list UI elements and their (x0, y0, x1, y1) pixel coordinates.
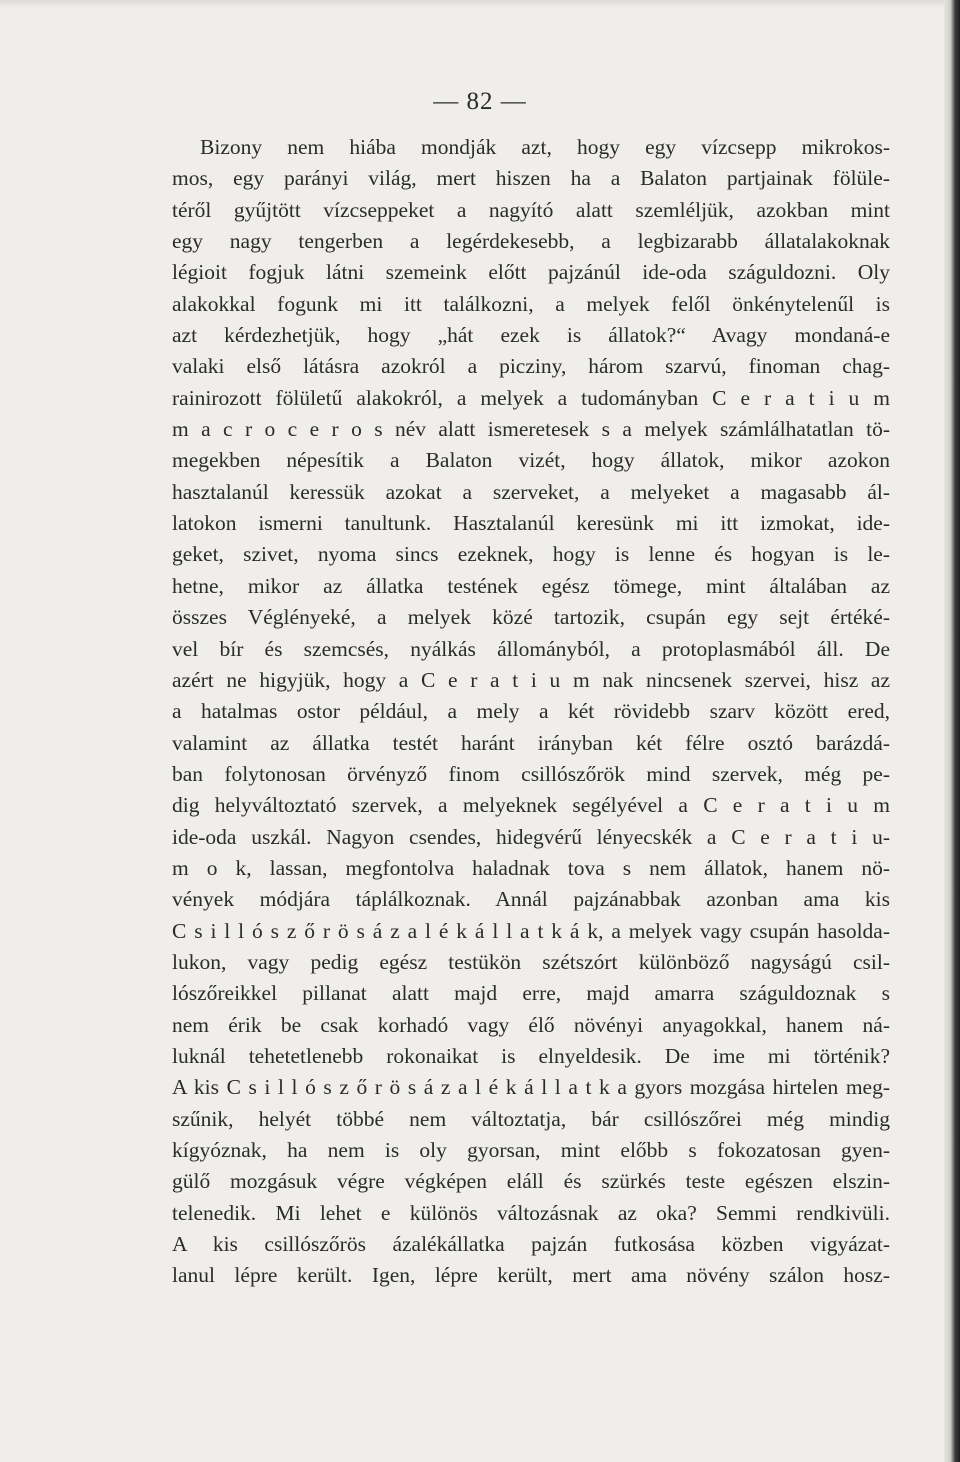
text-line: valaki első látásra azokról a picziny, három szarvú, finoman chag- (172, 354, 890, 379)
text-line: összes Véglényeké, a melyek közé tartozik, csupán egy sejt értéké- (172, 605, 890, 630)
text-line: kígyóznak, ha nem is oly gyorsan, mint előbb s fokozatosan gyen- (172, 1138, 890, 1162)
page-number: — 82 — (433, 88, 527, 115)
text-line: szűnik, helyét többé nem változtatja, bár csillószőrei még mindig (172, 1106, 890, 1131)
text-line: geket, szivet, nyoma sincs ezeknek, hogy is lenne és hogyan is le- (172, 542, 890, 567)
text-line: nem érik be csak korhadó vagy élő növényi anyagokkal, hanem ná- (172, 1012, 890, 1037)
text-line: lanul lépre került. Igen, lépre került, mert ama növény szálon hosz- (172, 1263, 890, 1288)
text-line: hetne, mikor az állatka testének egész tömege, mint általában az (172, 573, 890, 598)
text-line: a hatalmas ostor például, a mely a két rövidebb szarv között ered, (172, 699, 890, 724)
text-line: mos, egy parányi világ, mert hiszen ha a Balaton partjainak fölüle- (172, 166, 890, 191)
text-line: C s i l l ó s z ő r ö s á z a l é k á l l a t k á k, a melyek vagy csupán hasolda- (172, 918, 890, 943)
text-line: vel bír és szemcsés, nyálkás állományból, a protoplasmából áll. De (172, 636, 890, 661)
text-line: alakokkal fogunk mi itt találkozni, a melyek felől önkénytelenűl is (172, 291, 890, 316)
text-line: A kis csillószőrös ázalékállatka pajzán futkosása közben vigyázat- (172, 1232, 890, 1257)
text-line: vények módjára táplálkoznak. Annál pajzánabbak azonban ama kis (172, 887, 890, 912)
text-line: légioit fogjuk látni szemeink előtt pajzánúl ide-oda száguldozni. Oly (172, 260, 890, 285)
text-line: Bizony nem hiába mondják azt, hogy egy vízcsepp mikrokos- (200, 135, 890, 159)
text-line: ban folytonosan örvényző finom csillószőrök mind szervek, még pe- (172, 761, 890, 786)
text-line: m a c r o c e r o s név alatt ismeretesek s a melyek számlálhatatlan tö- (172, 417, 890, 442)
text-line: megekben népesítik a Balaton vizét, hogy állatok, mikor azokon (172, 448, 890, 473)
text-line: m o k, lassan, megfontolva haladnak tova s nem állatok, hanem nö- (172, 855, 890, 880)
text-line: telenedik. Mi lehet e különös változásnak az oka? Semmi rendkivüli. (172, 1200, 890, 1225)
text-line: lukon, vagy pedig egész testükön szétszórt különböző nagyságú csil- (172, 949, 890, 974)
page-top-edge (0, 0, 960, 8)
text-line: téről gyűjtött vízcseppeket a nagyító alatt szemléljük, azokban mint (172, 197, 890, 222)
text-line: latokon ismerni tanultunk. Hasztalanúl keresünk mi itt izmokat, ide- (172, 511, 890, 536)
text-line: gülő mozgásuk végre végképen eláll és szürkés teste egészen elszin- (172, 1169, 890, 1194)
text-line: ide-oda uszkál. Nagyon csendes, hidegvérű lényecskék a C e r a t i u- (172, 824, 890, 849)
text-line: lószőreikkel pillanat alatt majd erre, majd amarra száguldoznak s (172, 981, 890, 1006)
page-right-edge (944, 0, 960, 1462)
text-line: valamint az állatka testét haránt irányban két félre osztó barázdá- (172, 730, 890, 755)
text-line: egy nagy tengerben a legérdekesebb, a legbizarabb állatalakoknak (172, 229, 890, 254)
text-line: hasztalanúl keressük azokat a szerveket, a melyeket a magasabb ál- (172, 479, 890, 504)
text-line: A kis C s i l l ó s z ő r ö s á z a l é k á l l a t k a gyors mozgása hirtelen meg- (172, 1075, 890, 1100)
text-line: azt kérdezhetjük, hogy „hát ezek is állatok?“ Avagy mondaná-e (172, 323, 890, 348)
body-text (172, 132, 890, 1292)
text-line: dig helyváltoztató szervek, a melyeknek segélyével a C e r a t i u m (172, 793, 890, 818)
text-line: luknál tehetetlenebb rokonaikat is elnyeldesik. De ime mi történik? (172, 1043, 890, 1068)
text-line: rainirozott fölületű alakokról, a melyek a tudományban C e r a t i u m (172, 385, 890, 410)
text-line: azért ne higyjük, hogy a C e r a t i u m nak nincsenek szervei, hisz az (172, 667, 890, 692)
